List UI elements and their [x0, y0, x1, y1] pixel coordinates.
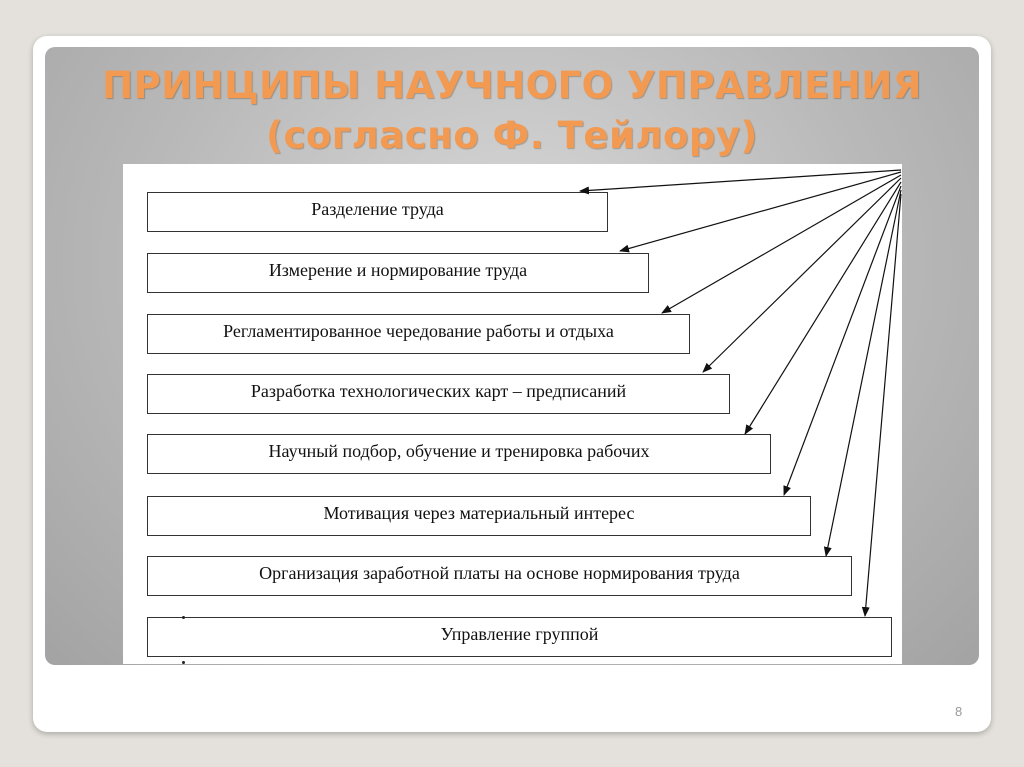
principle-box-5 [147, 434, 771, 474]
principle-label: Научный подбор, обучение и тренировка рабочих [268, 441, 650, 461]
principle-label: Мотивация через материальный интерес [323, 503, 635, 523]
principle-box-1 [147, 192, 608, 232]
principle-box-8 [147, 617, 892, 657]
principle-label: Измерение и нормирование труда [268, 260, 528, 280]
bullet-dot [182, 661, 185, 664]
principle-label: Разработка технологических карт – предписаний [250, 381, 627, 401]
principle-label: Разделение труда [311, 199, 444, 219]
principle-box-3 [147, 314, 690, 354]
principle-box-2 [147, 253, 649, 293]
principle-label: Регламентированное чередование работы и отдыха [223, 321, 614, 341]
principle-box-6 [147, 496, 811, 536]
principle-box-4 [147, 374, 730, 414]
principle-label: Организация заработной платы на основе нормирования труда [259, 563, 740, 583]
slide-title: ПРИНЦИПЫ НАУЧНОГО УПРАВЛЕНИЯ [102, 64, 922, 107]
principle-box-7 [147, 556, 852, 596]
slide-subtitle: (согласно Ф. Тейлору) [266, 114, 758, 157]
page-number: 8 [955, 704, 963, 719]
principle-label: Управление группой [440, 624, 599, 644]
bullet-dot [182, 616, 185, 619]
